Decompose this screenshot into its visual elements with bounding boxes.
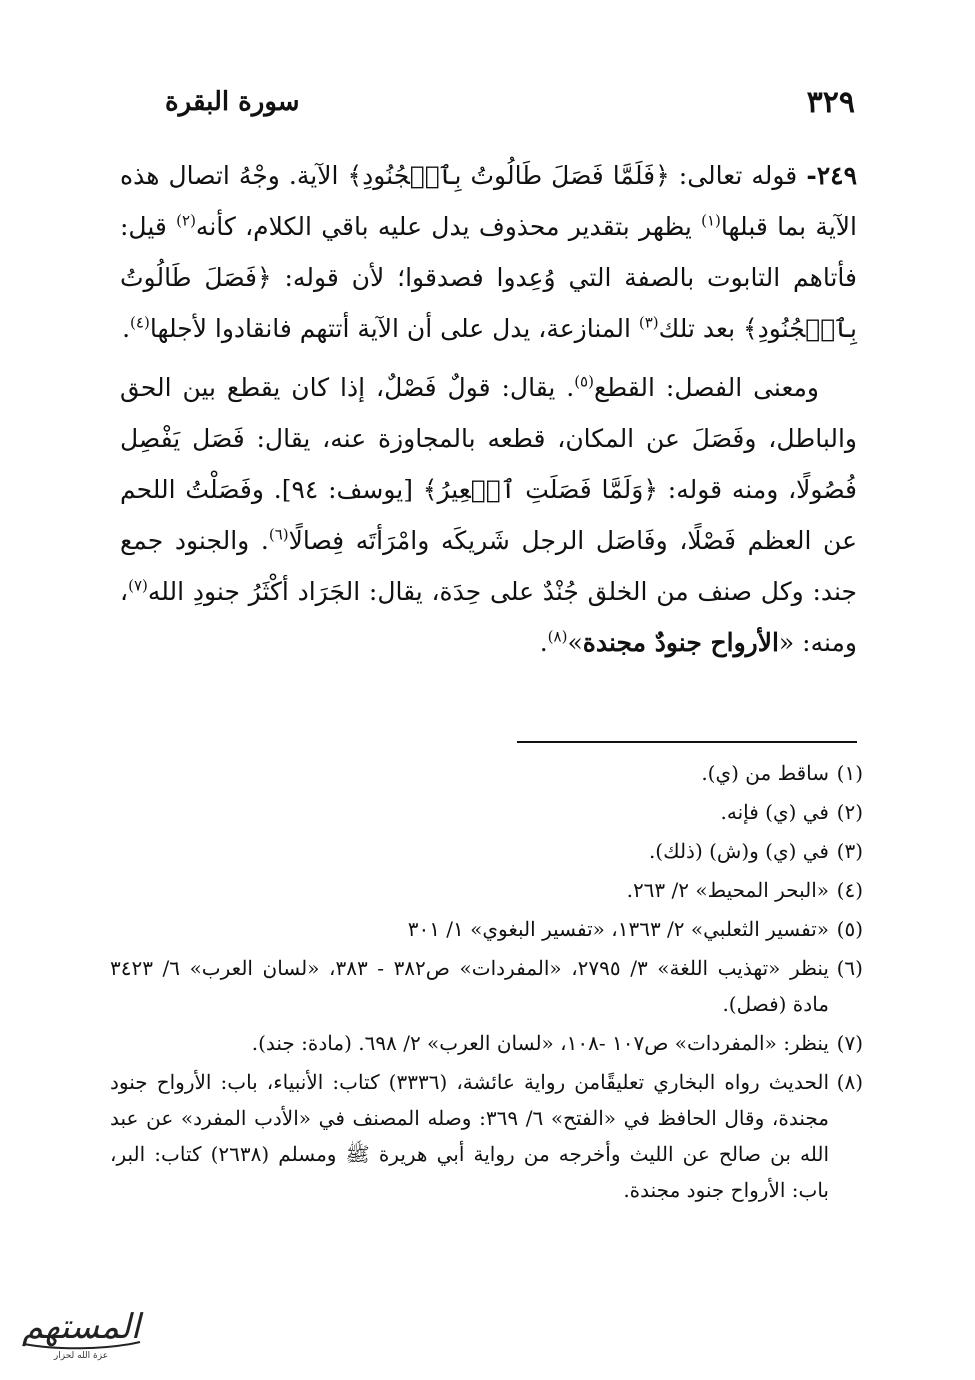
footnote-text: «تفسير الثعلبي» ٢/ ١٣٦٣، «تفسير البغوي» ١/ ٣٠١ (407, 917, 829, 941)
quran-quote: ﴿وَلَمَّا فَصَلَتِ ٱلۡعِيرُ﴾ (422, 475, 658, 504)
footnote-number: (٦) (836, 956, 863, 980)
page-number: ٣٢٩ (806, 84, 855, 120)
footnote-ref-4[interactable]: (٤) (130, 313, 150, 332)
footnote-ref-2[interactable]: (٢) (176, 211, 196, 230)
text-run: . والجنود جمع جند: وكل صنف من الخلق جُنْدٌ على حِدَة، يقال: الجَرَاد أكْثَرُ جنودِ الله (120, 526, 857, 606)
quran-quote: ﴿فَصَلَ طَالُوتُ بِٱلۡجُنُودِ﴾ (120, 263, 857, 343)
footnote-ref-1[interactable]: (١) (701, 211, 721, 230)
text-run: قوله تعالى: (669, 161, 807, 190)
text-run: المنازعة، يدل على أن الآية أتتهم فانقادوا لأجلها (149, 314, 639, 343)
text-run: . يقال: قولٌ فَصْلٌ، إذا كان يقطع بين الحق والباطل، وفَصَلَ عن المكان، قطعه بالمجاوزة عنه، يقال: فَصَل يَفْصِل فُصُولًا، ومنه قوله: (120, 373, 857, 504)
quran-quote: ﴿فَلَمَّا فَصَلَ طَالُوتُ بِٱلۡجُنُودِ﴾ (347, 161, 670, 190)
footnote-1 (110, 755, 863, 791)
footnote-text: ساقط من (ي). (701, 761, 829, 785)
text-run: ، ومنه: « (120, 577, 857, 657)
footnote-ref-5[interactable]: (٥) (574, 372, 594, 391)
footnote-ref-3[interactable]: (٣) (638, 313, 659, 332)
surah-title: سورة البقرة (165, 87, 300, 117)
footnote-number: (٧) (836, 1031, 863, 1055)
footnote-text: ينظر: «المفردات» ص١٠٧ -١٠٨، «لسان العرب» ٢/ ٦٩٨. (مادة: جند). (251, 1031, 829, 1055)
footnote-2 (110, 794, 863, 830)
text-run: [يوسف: ٩٤]. وفَصَلْتُ اللحم عن العظم فَصْلًا، وفَاصَل الرجل شَريكَه وامْرَأتَه فِصالًا (120, 475, 858, 555)
paragraph-verse-249 (120, 150, 857, 354)
logo-subtext: عزة الله لحزار (53, 1351, 109, 1361)
footnote-text: «البحر المحيط» ٢/ ٢٦٣. (626, 878, 829, 902)
text-run: الآية. وجْهُ اتصال هذه الآية بما قبلها (120, 161, 857, 241)
text-run: يظهر بتقدير محذوف يدل عليه باقي الكلام، كأنه (195, 212, 702, 241)
text-run: . (122, 314, 131, 343)
footnote-text: في (ي) فإنه. (720, 800, 829, 824)
footnote-divider (517, 741, 857, 743)
publisher-logo (16, 1298, 146, 1364)
footnote-number: (٤) (836, 878, 863, 902)
footnote-ref-7[interactable]: (٧) (128, 576, 148, 595)
text-run: ومعنى الفصل: القطع (593, 373, 819, 402)
footnote-number: (٣) (836, 839, 863, 863)
footnote-number: (٨) (836, 1070, 864, 1094)
text-run: . (539, 628, 548, 657)
text-run: قيل: فأتاهم التابوت بالصفة التي وُعِدوا فصدقوا؛ لأن قوله: (120, 212, 857, 292)
text-run: » (567, 628, 583, 657)
footnote-ref-6[interactable]: (٦) (268, 525, 289, 544)
footnote-5 (110, 911, 863, 947)
footnote-number: (٥) (836, 917, 863, 941)
footnote-number: (٢) (836, 800, 863, 824)
footnote-7 (110, 1025, 863, 1061)
main-text (120, 150, 857, 676)
footnote-8 (110, 1064, 863, 1208)
footnote-4 (110, 872, 863, 908)
footnote-3 (110, 833, 863, 869)
hadith-quote: الأرواح جنودٌ مجندة (582, 628, 779, 657)
logo-text: المستهم (21, 1307, 141, 1347)
footnote-text: ينظر «تهذيب اللغة» ٣/ ٢٧٩٥، «المفردات» ص٣٨٢ - ٣٨٣، «لسان العرب» ٦/ ٣٤٢٣ مادة (فصل). (110, 956, 829, 1016)
footnote-6 (110, 950, 863, 1022)
running-header (165, 82, 855, 122)
verse-number: ٢٤٩- (806, 161, 858, 190)
footnotes (110, 755, 863, 1211)
footnote-ref-8[interactable]: (٨) (547, 627, 568, 646)
footnote-text: في (ي) و(ش) (ذلك). (648, 839, 829, 863)
paragraph-meaning (120, 362, 857, 668)
footnote-text: الحديث رواه البخاري تعليقًامن رواية عائشة، (٣٣٣٦) كتاب: الأنبياء، باب: الأرواح جنود مجندة، وقال الحافظ في «الفتح» ٦/ ٣٦٩: وصله المصنف في «الأدب المفرد» عن عبد الله بن صالح عن الليث وأخرجه من رواية أبي هريرة ﷺ ومسلم (٢٦٣٨) كتاب: البر، باب: الأرواح جنود مجندة. (110, 1070, 830, 1202)
footnote-number: (١) (836, 761, 863, 785)
text-run: بعد تلك (658, 314, 743, 343)
